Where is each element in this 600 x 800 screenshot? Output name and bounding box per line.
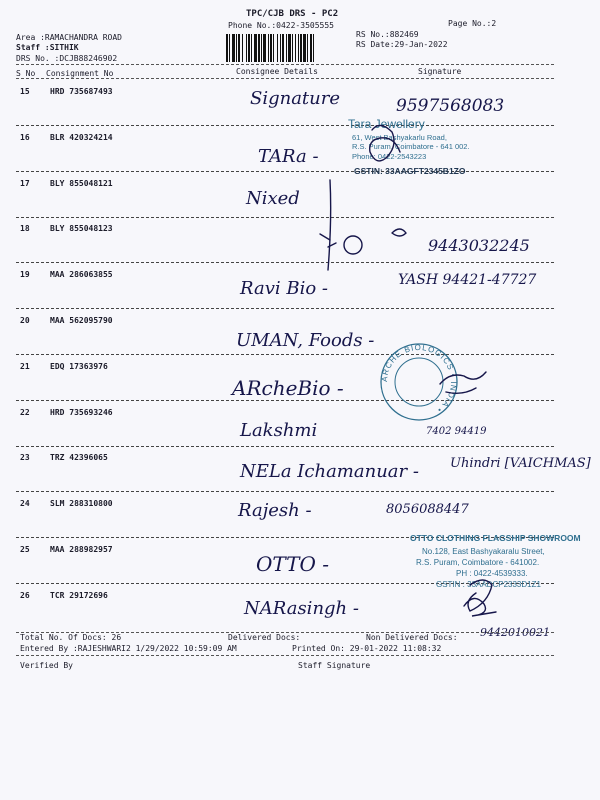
row-signature-handwriting: 9443032245: [428, 236, 530, 255]
row-consignment: BLR 420324214: [50, 132, 113, 142]
arche-stamp-text: ARCHE BIOLOGICS • INDIA •: [379, 342, 459, 415]
staff-label: Staff :SITHIK: [16, 43, 79, 52]
otto-stamp-phone: PH : 0422-4539333.: [456, 569, 528, 578]
row-consignment: BLY 855048123: [50, 224, 113, 234]
col-consignment: Consignment No: [46, 69, 114, 78]
row-consignment: MAA 562095790: [50, 316, 113, 325]
row-sno: 24: [20, 499, 30, 509]
signature-stroke-row17: [328, 180, 331, 270]
row-consignee-handwriting: Rajesh -: [238, 500, 312, 521]
rs-date: RS Date:29-Jan-2022: [356, 40, 448, 49]
entered-by: Entered By :RAJESHWARI2 1/29/2022 10:59:09 AM: [20, 644, 237, 653]
col-signature: Signature: [418, 67, 462, 76]
row-consignee-handwriting: ARcheBio -: [232, 376, 344, 400]
signature-scribble-tara: [370, 125, 400, 160]
signature-scribble-arche: [440, 372, 486, 393]
row-consignee-handwriting: OTTO -: [256, 552, 329, 576]
row-sno: 25: [20, 545, 30, 554]
tara-stamp-addr1: 61, West Bashyakarlu Road,: [352, 133, 447, 142]
signature-scribble-otto: [468, 580, 492, 611]
phone-number: Phone No.:0422-3505555: [228, 21, 334, 30]
otto-stamp-addr2: R.S. Puram, Coimbatore - 641002.: [416, 558, 540, 567]
row-sno: 15: [20, 87, 30, 96]
sheet-title: TPC/CJB DRS - PC2: [246, 9, 339, 19]
row-signature-handwriting: 9442010021: [480, 626, 550, 639]
row-consignee-handwriting: TARa -: [258, 146, 319, 167]
verified-by: Verified By: [20, 661, 73, 670]
tara-stamp-name: Tara Jewellery: [348, 117, 425, 131]
row-signature-handwriting: Uhindri [VAICHMAS]: [450, 456, 591, 471]
row-consignee-handwriting: Ravi Bio -: [240, 278, 328, 299]
row-sno: 17: [20, 178, 30, 188]
col-sno: S No: [16, 69, 36, 78]
row-consignee-handwriting: Nixed: [246, 188, 300, 209]
row-consignment: TRZ 42396065: [50, 453, 108, 463]
row-signature-handwriting: YASH 94421-47727: [398, 272, 537, 288]
row-sno: 19: [20, 270, 30, 280]
row-sno: 20: [20, 316, 30, 325]
row-consignee-handwriting: NARasingh -: [244, 598, 359, 619]
row-consignment: MAA 288982957: [50, 545, 113, 554]
signature-tick-row18: [320, 234, 336, 247]
printed-on: Printed On: 29-01-2022 11:08:32: [292, 644, 442, 653]
otto-stamp-gstin: GSTIN : 33AADCP2333D1Z1: [436, 580, 541, 589]
area-label: Area :RAMACHANDRA ROAD: [16, 33, 122, 42]
row-signature-handwriting: 8056088447: [386, 502, 469, 517]
row-consignee-handwriting: NELa Ichamanuar -: [240, 461, 419, 482]
tara-stamp-gstin: GSTIN: 33AAGFT2345B1ZO: [354, 166, 466, 176]
row-consignment: HRD 735687493: [50, 87, 113, 96]
signature-circle-row18: [344, 236, 362, 254]
tara-stamp-phone: Phone: 0422-2543223: [352, 152, 427, 161]
signature-mark-row18: [392, 229, 406, 236]
staff-signature: Staff Signature: [298, 661, 371, 670]
row-consignment: SLM 288310800: [50, 499, 113, 509]
delivered-docs: Delivered Docs:: [228, 633, 301, 642]
row-consignee-handwriting: Signature: [250, 88, 341, 109]
row-consignment: EDQ 17363976: [50, 361, 108, 371]
row-signature-handwriting: 7402 94419: [426, 426, 487, 437]
row-consignee-handwriting: Lakshmi: [240, 420, 318, 441]
row-consignment: HRD 735693246: [50, 407, 113, 417]
non-delivered-docs: Non Delivered Docs:: [366, 633, 458, 642]
row-sno: 22: [20, 407, 30, 417]
otto-stamp-addr1: No.128, East Bashyakaralu Street,: [422, 547, 545, 556]
drs-number: DRS No. :DCJB88246902: [16, 54, 118, 63]
tara-stamp-addr2: R.S. Puram, Coimbatore - 641 002.: [352, 142, 470, 151]
otto-stamp-name: OTTO CLOTHING FLAGSHIP SHOWROOM: [410, 533, 581, 543]
row-sno: 26: [20, 590, 30, 600]
rs-number: RS No.:882469: [356, 30, 419, 39]
row-signature-handwriting: 9597568083: [396, 96, 505, 116]
row-consignment: MAA 286063855: [50, 270, 113, 280]
row-consignee-handwriting: UMAN, Foods -: [236, 330, 375, 351]
row-sno: 16: [20, 132, 30, 142]
row-sno: 21: [20, 361, 30, 371]
col-consignee: Consignee Details: [236, 67, 318, 76]
page-number: Page No.:2: [448, 19, 497, 28]
row-sno: 23: [20, 453, 30, 463]
total-docs: Total No. Of Docs: 26: [20, 633, 122, 642]
row-consignment: TCR 29172696: [50, 590, 108, 600]
row-sno: 18: [20, 224, 30, 234]
row-consignment: BLY 855048121: [50, 178, 113, 188]
